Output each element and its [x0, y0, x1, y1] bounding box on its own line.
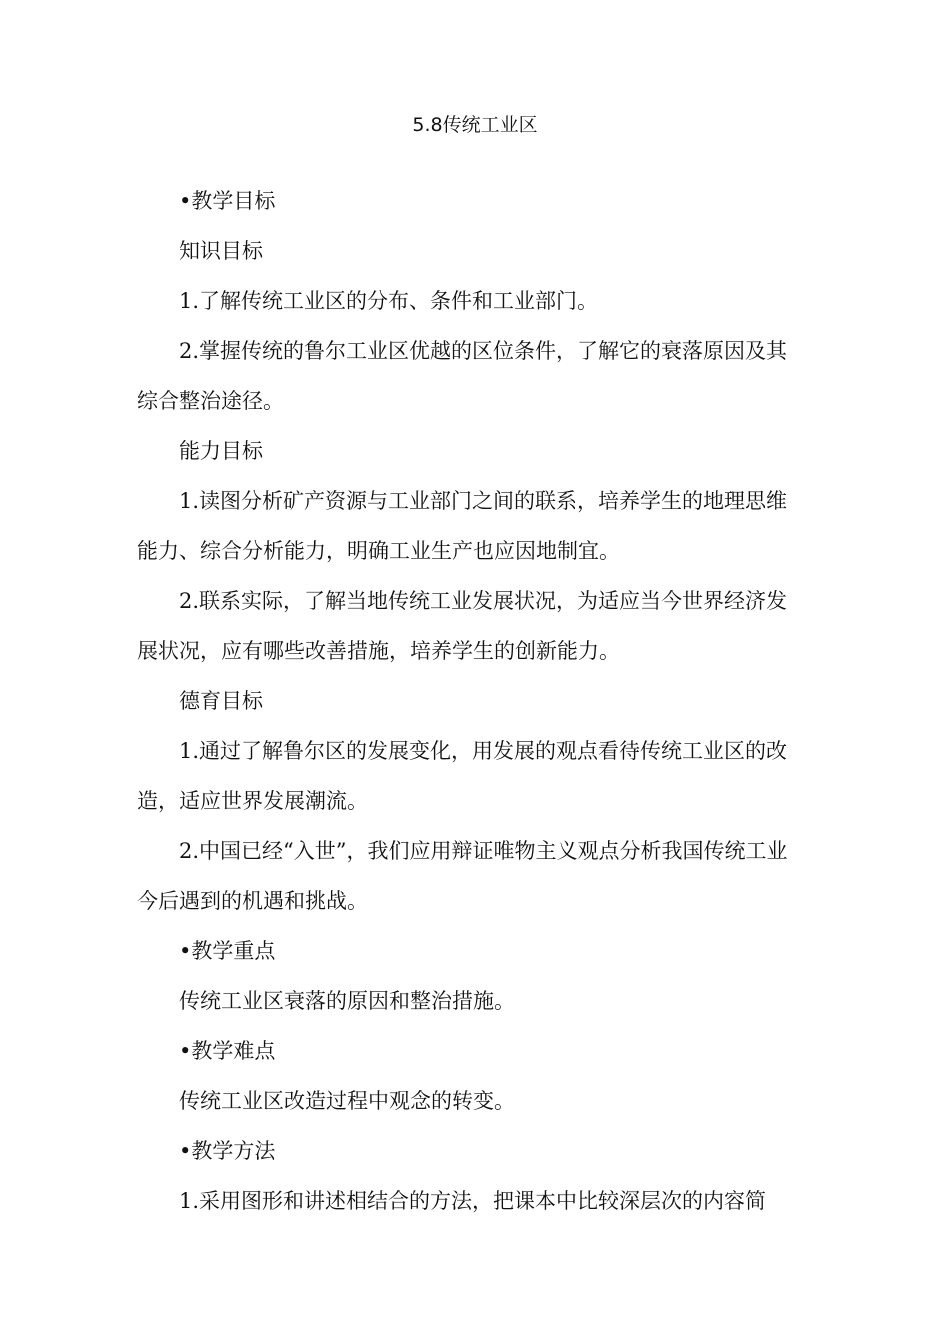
subheading-ability: 能力目标 — [179, 439, 263, 463]
paragraph-ability-1: 1.读图分析矿产资源与工业部门之间的联系，培养学生的地理思维能力、综合分析能力，明确工业生产也应因地制宜。 — [137, 489, 788, 563]
paragraph-method-1: 1.采用图形和讲述相结合的方法，把课本中比较深层次的内容简 — [179, 1189, 767, 1213]
subheading-moral: 德育目标 — [179, 689, 263, 713]
section-heading-key: •教学重点 — [179, 939, 276, 963]
paragraph-ability-2: 2.联系实际，了解当地传统工业发展状况，为适应当今世界经济发展状况，应有哪些改善措施，培养学生的创新能力。 — [137, 589, 788, 663]
paragraph-knowledge-1: 1.了解传统工业区的分布、条件和工业部门。 — [179, 289, 599, 313]
paragraph-moral-2: 2.中国已经“入世”，我们应用辩证唯物主义观点分析我国传统工业今后遇到的机遇和挑战。 — [137, 839, 788, 913]
section-heading-goals: •教学目标 — [179, 189, 276, 213]
paragraph-difficulty: 传统工业区改造过程中观念的转变。 — [179, 1089, 515, 1113]
paragraph-key: 传统工业区衰落的原因和整治措施。 — [179, 989, 515, 1013]
section-heading-method: •教学方法 — [179, 1139, 276, 1163]
document-body — [137, 176, 807, 1226]
section-heading-difficulty: •教学难点 — [179, 1039, 276, 1063]
paragraph-knowledge-2: 2.掌握传统的鲁尔工业区优越的区位条件，了解它的衰落原因及其综合整治途径。 — [137, 339, 788, 413]
paragraph-moral-1: 1.通过了解鲁尔区的发展变化，用发展的观点看待传统工业区的改造，适应世界发展潮流。 — [137, 739, 788, 813]
page-title: 5.8传统工业区 — [412, 114, 538, 136]
subheading-knowledge: 知识目标 — [179, 239, 263, 263]
